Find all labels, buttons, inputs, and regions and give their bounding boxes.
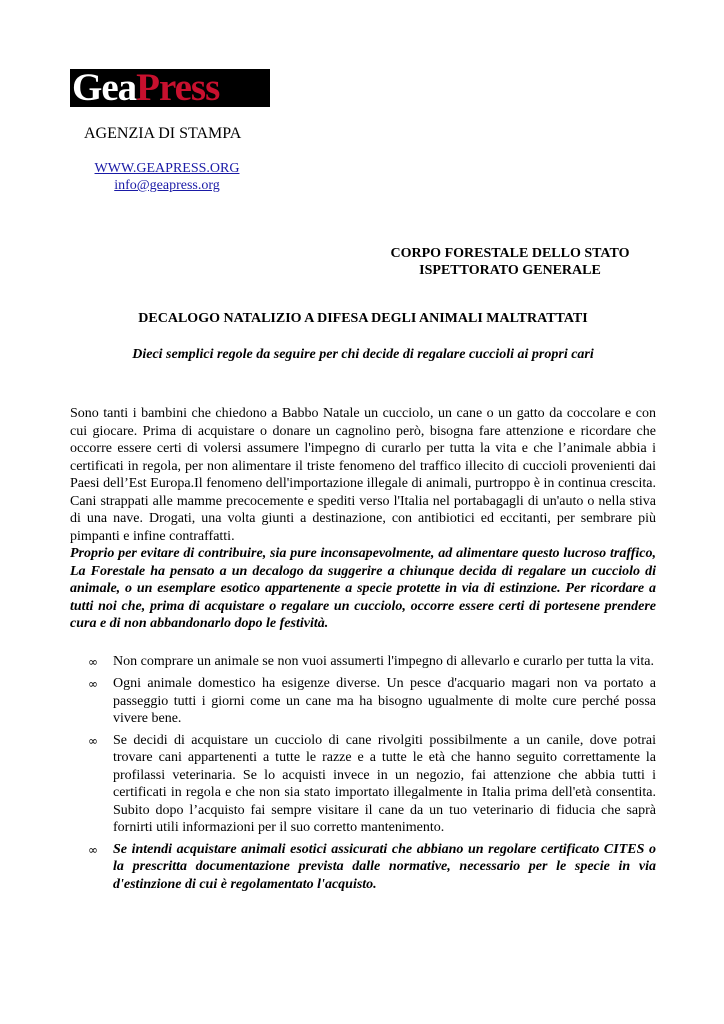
infinity-bullet-icon: ∞: [88, 655, 98, 669]
infinity-bullet-icon: ∞: [88, 733, 98, 748]
document-title: DECALOGO NATALIZIO A DIFESA DEGLI ANIMALI MALTRATTATI: [138, 311, 588, 326]
rule-text: Se intendi acquistare animali esotici assicurati che abbiano un regolare certificato CITES o la prescritta documentazione prevista dalle normative, necessario per le specie in via d'estinzione di cui è regolamentato l'acquisto.: [113, 841, 656, 892]
agency-label: AGENZIA DI STAMPA: [84, 125, 242, 142]
document-subtitle: Dieci semplici regole da seguire per chi decide di regalare cuccioli ai propri cari: [132, 347, 594, 362]
website-link[interactable]: WWW.GEAPRESS.ORG: [94, 161, 240, 176]
logo-press-text: Press: [136, 69, 220, 107]
email-link[interactable]: info@geapress.org: [114, 178, 220, 193]
rule-text: Non comprare un animale se non vuoi assumerti l'impegno di allevarlo e curarlo per tutta la vita.: [113, 654, 654, 669]
infinity-bullet-icon: ∞: [88, 677, 98, 691]
rule-text: Ogni animale domestico ha esigenze diverse. Un pesce d'acquario magari non va portato a passeggio tutti i giorni come un cane ma ha bisogno ugualmente di molte cure perché possa vivere bene.: [113, 676, 656, 726]
list-item: [88, 675, 656, 728]
rules-list: [88, 653, 656, 897]
sender-line-2: ISPETTORATO GENERALE: [419, 263, 601, 278]
sender-block: [380, 245, 640, 279]
list-item: [88, 841, 656, 894]
body-text: [70, 405, 656, 633]
logo-gea-text: Gea: [72, 69, 137, 107]
sender-line-1: CORPO FORESTALE DELLO STATO: [390, 246, 630, 261]
intro-paragraph: Sono tanti i bambini che chiedono a Babbo Natale un cucciolo, un cane o un gatto da coccolare e con cui giocare. Prima di acquistare o donare un cagnolino però, bisogna fare attenzione e ricordare che occorre essere certi di volersi assumere l'impegno di curarlo per tutta la vita e che l’animale abbia i certificati in regola, per non alimentare il triste fenomeno del traffico illecito di cuccioli provenienti dai Paesi dell’Est Europa.Il fenomeno dell'importazione illegale di animali, purtroppo è in continua crescita. Cani strappati alle mamme precocemente e spediti verso l'Italia nel portabagagli di un'auto o nella stiva di una nave. Drogati, una volta giunti a destinazione, con antibiotici ed eccitanti, per sembrare più pimpanti e infine contraffatti.: [70, 406, 656, 544]
rule-text: Se decidi di acquistare un cucciolo di cane rivolgiti possibilmente a un canile, dove potrai trovare cani appartenenti a tutte le razze e a tutte le età che hanno seguito correttamente la profilassi veterinaria. Se lo acquisti invece in un negozio, fai attenzione che abbia tutti i certificati in regola e che non sia stato importato illegalmente in Italia prima dell'età consentita. Subito dopo l’acquisto fai sempre visitare il cane da un tuo veterinario di fiducia che saprà fornirti utili informazioni per il suo corretto mantenimento.: [113, 732, 656, 835]
list-item: [88, 653, 656, 671]
list-item: [88, 732, 656, 837]
emphasis-paragraph: Proprio per evitare di contribuire, sia pure inconsapevolmente, ad alimentare questo lucroso traffico, La Forestale ha pensato a un decalogo da suggerire a chiunque decida di regalare un cucciolo di animale, o un esemplare esotico appartenente a specie protette in via di estinzione. Per ricordare a tutti noi che, prima di acquistare o regalare un cucciolo, occorre essere certi di portesene prendere cura e di non abbandonarlo dopo le festività.: [70, 546, 656, 631]
contact-links: [70, 160, 264, 194]
geapress-logo: [70, 69, 270, 107]
infinity-bullet-icon: ∞: [88, 842, 98, 857]
